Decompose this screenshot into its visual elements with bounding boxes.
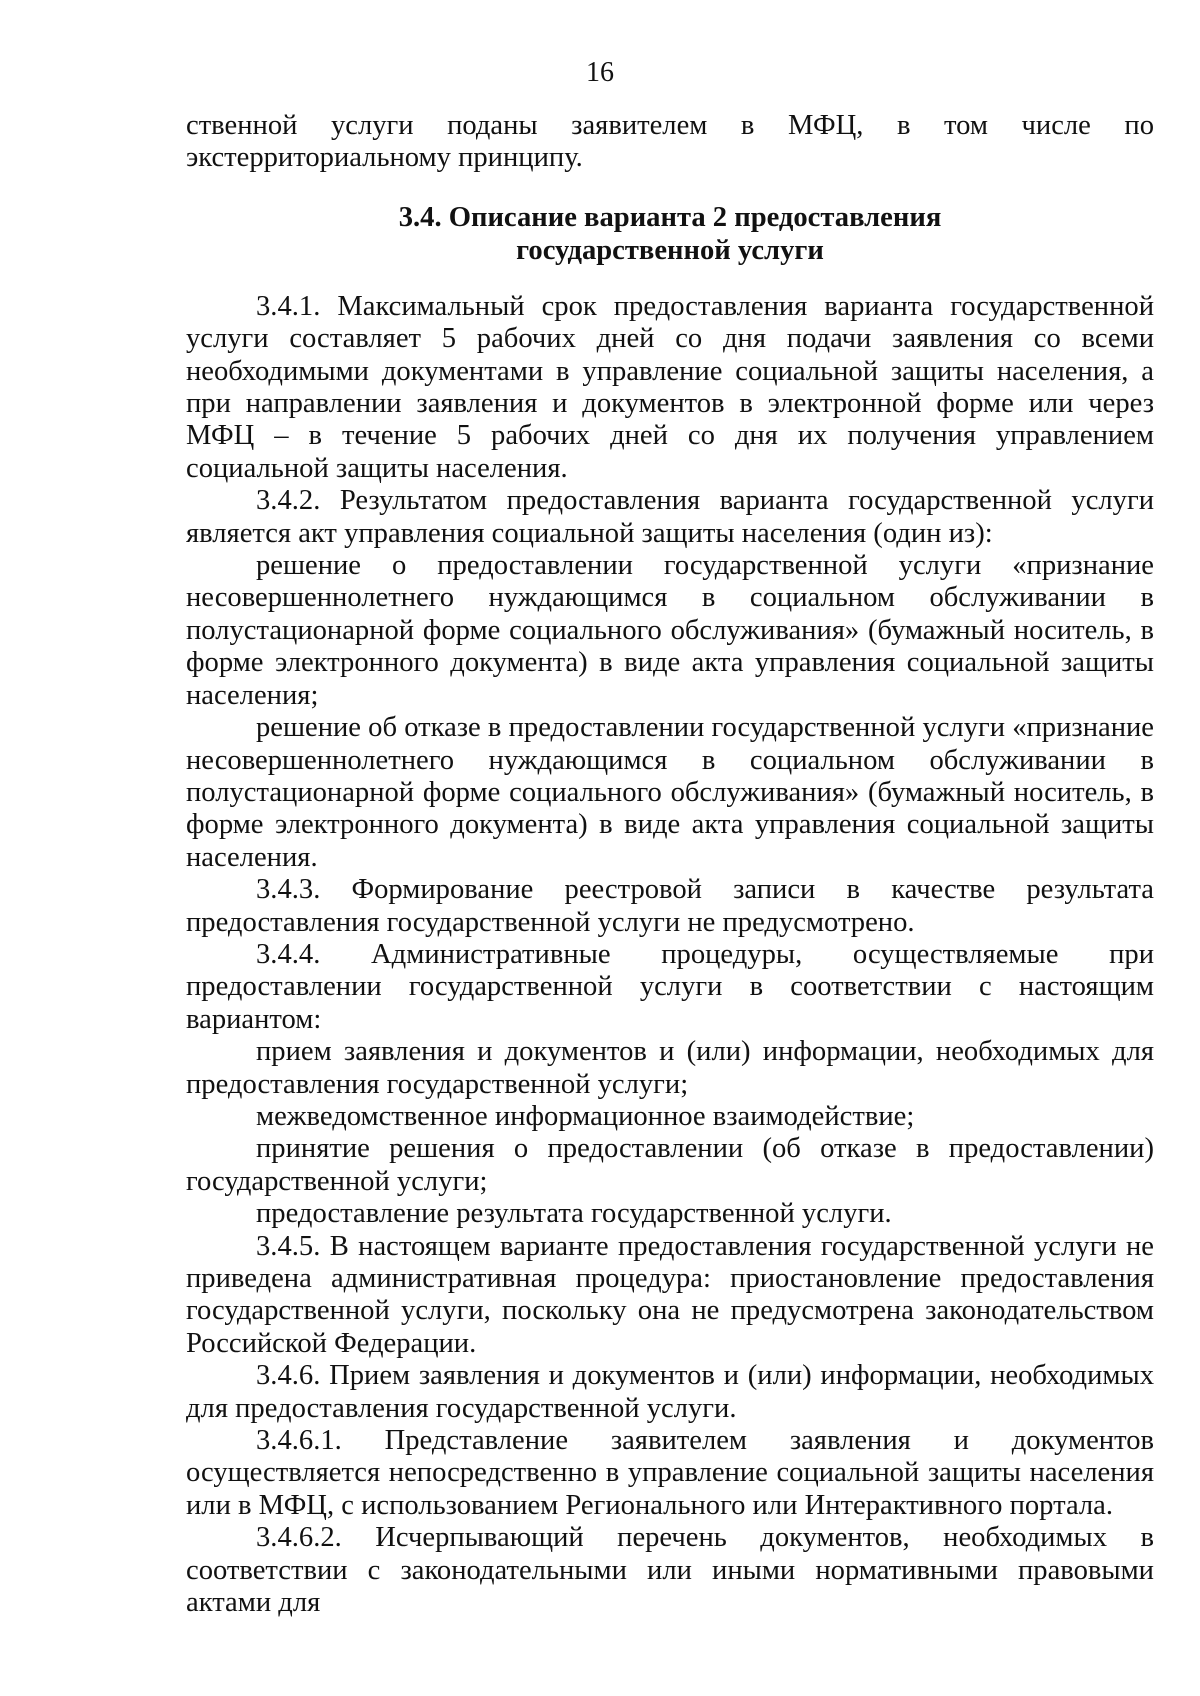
list-item-result: предоставление результата государственной услуги. — [256, 1198, 892, 1230]
paragraph-3-4-5: 3.4.5. В настоящем варианте предоставления государственной услуги не приведена административная процедура: приостановление предоставления государственной услуги, поскольку она не предусмотрена законодательством Российской Федерации. — [186, 1230, 1154, 1359]
intro-paragraph: ственной услуги поданы заявителем в МФЦ, в том числе по экстерриториальному принципу. — [186, 110, 1154, 174]
list-item-decision: принятие решения о предоставлении (об отказе в предоставлении) государственной услуги; — [186, 1133, 1154, 1197]
list-item-interagency: межведомственное информационное взаимодействие; — [256, 1100, 915, 1132]
paragraph-decision-refusal: решение об отказе в предоставлении государственной услуги «признание несовершеннолетнего нуждающимся в социальном обслуживании в полустационарной форме социального обслуживания» (бумажный носитель, в форме электронного документа) в виде акта управления социальной защиты населения. — [186, 712, 1154, 873]
section-heading — [186, 201, 1154, 267]
paragraph-3-4-3: 3.4.3. Формирование реестровой записи в качестве результата предоставления государственной услуги не предусмотрено. — [186, 874, 1154, 938]
page-number: 16 — [586, 57, 614, 88]
paragraph-decision-grant: решение о предоставлении государственной услуги «признание несовершеннолетнего нуждающимся в социальном обслуживании в полустационарной форме социального обслуживания» (бумажный носитель, в форме электронного документа) в виде акта управления социальной защиты населения; — [186, 550, 1154, 711]
document-body — [186, 110, 1154, 1619]
paragraph-3-4-1: 3.4.1. Максимальный срок предоставления варианта государственной услуги составляет 5 рабочих дней со дня подачи заявления со всеми необходимыми документами в управление социальной защиты населения, а при направлении заявления и документов в электронной форме или через МФЦ – в течение 5 рабочих дней со дня их получения управлением социальной защиты населения. — [186, 290, 1154, 484]
list-item-reception: прием заявления и документов и (или) информации, необходимых для предоставления государственной услуги; — [186, 1036, 1154, 1100]
section-heading-line-1: 3.4. Описание варианта 2 предоставления — [398, 201, 942, 233]
paragraph-3-4-6: 3.4.6. Прием заявления и документов и (или) информации, необходимых для предоставления государственной услуги. — [186, 1360, 1154, 1424]
paragraph-3-4-6-2: 3.4.6.2. Исчерпывающий перечень документов, необходимых в соответствии с законодательными или иными нормативными правовыми актами для — [186, 1522, 1154, 1619]
paragraph-3-4-6-1: 3.4.6.1. Представление заявителем заявления и документов осуществляется непосредственно в управление социальной защиты населения или в МФЦ, с использованием Регионального или Интерактивного портала. — [186, 1425, 1154, 1521]
paragraph-3-4-4: 3.4.4. Административные процедуры, осуществляемые при предоставлении государственной услуги в соответствии с настоящим вариантом: — [186, 938, 1154, 1035]
section-heading-line-2: государственной услуги — [516, 234, 824, 266]
paragraph-3-4-2: 3.4.2. Результатом предоставления варианта государственной услуги является акт управления социальной защиты населения (один из): — [186, 485, 1154, 549]
